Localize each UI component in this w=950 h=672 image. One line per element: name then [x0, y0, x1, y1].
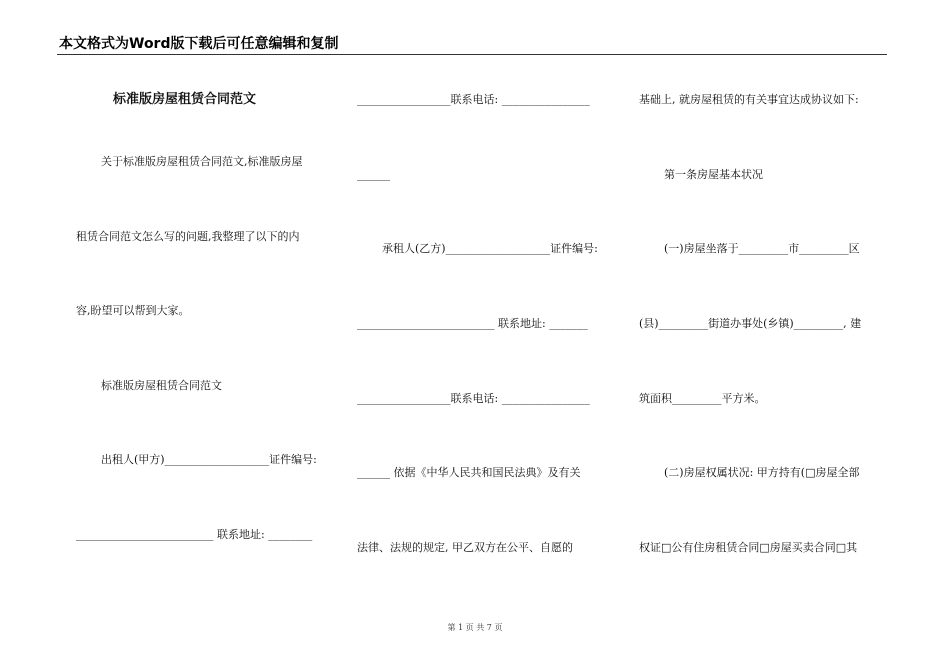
body-line: (一)房屋坐落于_________市_________区 — [664, 242, 860, 255]
column-2 — [340, 0, 630, 672]
body-line: (县)_________街道办事处(乡镇)_________, 建 — [639, 317, 862, 330]
body-line: 容,盼望可以帮到大家。 — [76, 304, 190, 317]
body-line: _________________联系电话: ________________ — [357, 392, 590, 405]
body-line: 租赁合同范文怎么写的问题,我整理了以下的内 — [76, 230, 300, 243]
body-line: 法律、法规的规定, 甲乙双方在公平、自愿的 — [357, 541, 573, 554]
body-line: 出租人(甲方)___________________证件编号: — [101, 453, 317, 466]
body-line: _________________联系电话: ________________ — [357, 93, 590, 106]
article-heading: 第一条房屋基本状况 — [664, 168, 763, 181]
body-line: 筑面积_________平方米。 — [639, 392, 766, 405]
document-title: 标准版房屋租赁合同范文 — [113, 92, 257, 107]
body-line: 承租人(乙方)___________________证件编号: — [382, 242, 598, 255]
body-line: _________________________ 联系地址: ________ — [76, 528, 313, 541]
header-title: 本文格式为Word版下载后可任意编辑和复制 — [59, 36, 339, 52]
body-line: ______ 依据《中华人民共和国民法典》及有关 — [357, 466, 581, 479]
page-number-footer: 第 1 页 共 7 页 — [447, 623, 503, 632]
body-line: ______ — [357, 168, 390, 181]
column-3 — [630, 0, 930, 672]
column-1 — [0, 0, 340, 672]
body-line: (二)房屋权属状况: 甲方持有(□房屋全部 — [664, 466, 860, 479]
section-heading: 标准版房屋租赁合同范文 — [101, 379, 222, 392]
body-line: _________________________ 联系地址: _______ — [357, 317, 588, 330]
body-line: 关于标准版房屋租赁合同范文,标准版房屋 — [101, 155, 303, 168]
body-line: 权证□公有住房租赁合同□房屋买卖合同□其 — [639, 541, 858, 554]
body-line: 基础上, 就房屋租赁的有关事宜达成协议如下: — [639, 93, 859, 106]
